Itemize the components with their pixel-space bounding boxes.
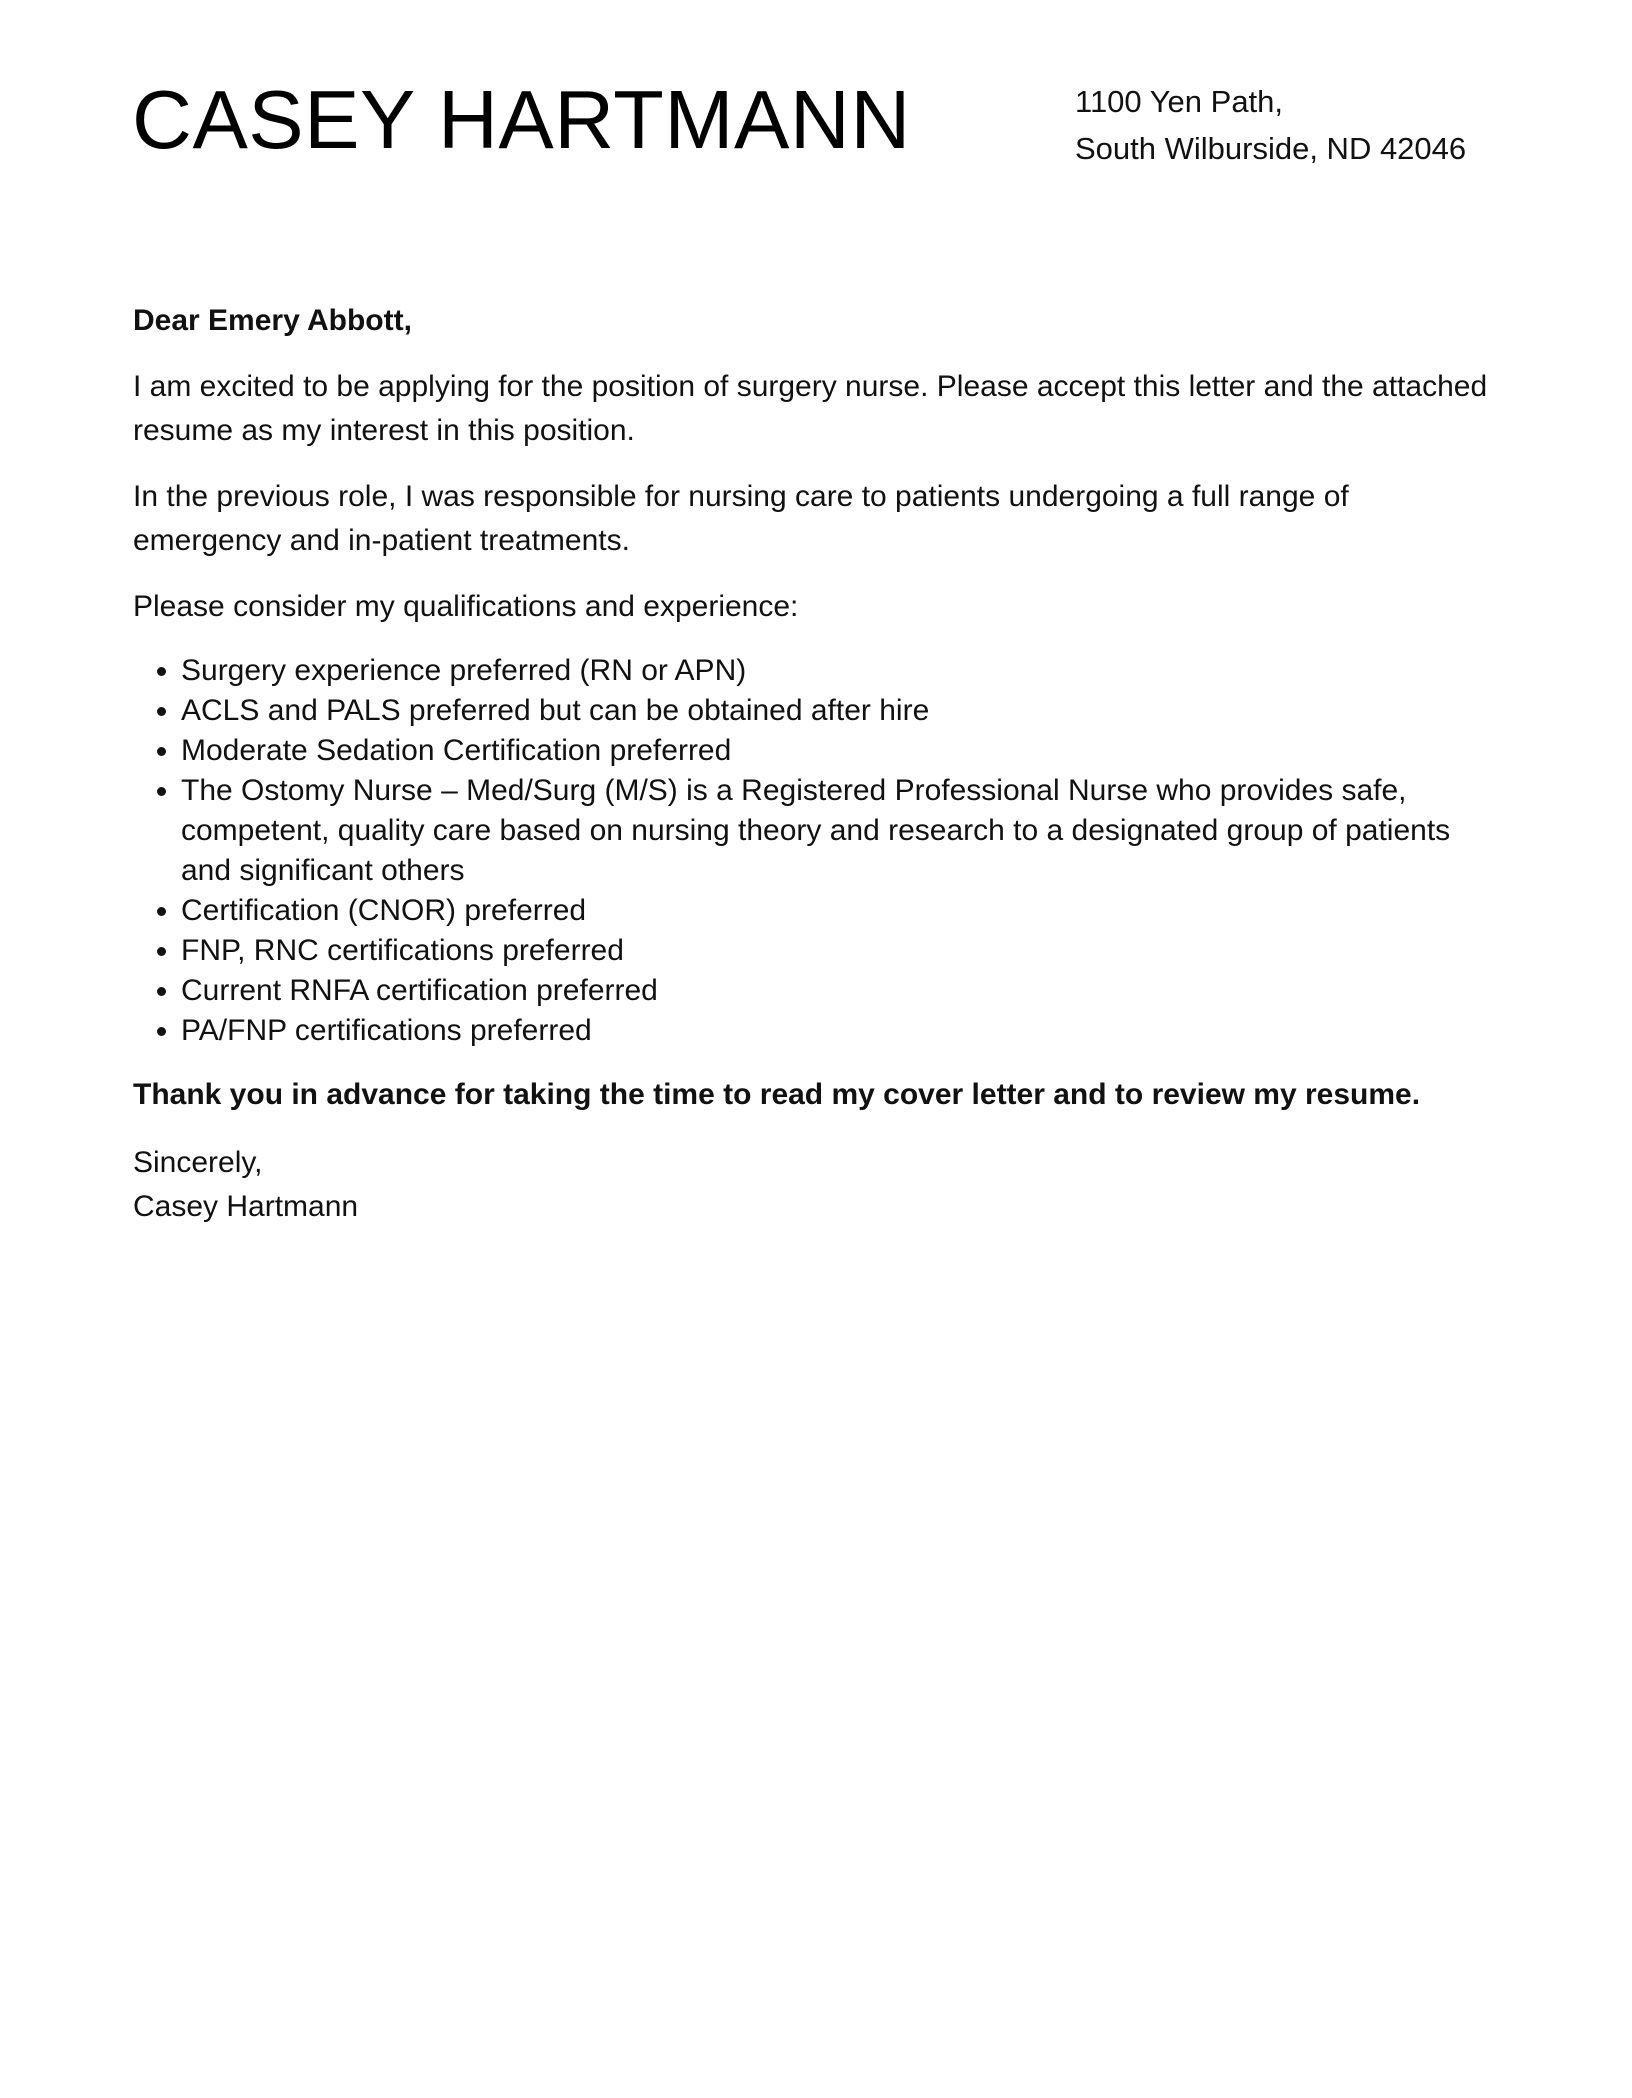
closing-line: Thank you in advance for taking the time to read my cover letter and to review my resume. (133, 1078, 1421, 1111)
salutation: Dear Emery Abbott, (133, 304, 412, 337)
applicant-address (1075, 78, 1466, 172)
list-item: • ACLS and PALS preferred but can be obtained after hire (181, 691, 1503, 731)
list-item: • Surgery experience preferred (RN or APN) (181, 651, 1503, 691)
address-line-1: 1100 Yen Path, (1075, 84, 1284, 119)
experience-paragraph: In the previous role, I was responsible for nursing care to patients undergoing a full range of emergency and in-patient treatments. (133, 480, 1349, 557)
intro-paragraph: I am excited to be applying for the position of surgery nurse. Please accept this letter and the attached resume as my interest in this position. (133, 370, 1488, 447)
list-item: • The Ostomy Nurse – Med/Surg (M/S) is a Registered Professional Nurse who provides safe, competent, quality care based on nursing theory and research to a designated group of patients and significant others (181, 771, 1503, 891)
signoff-text: Sincerely, (133, 1146, 263, 1179)
address-line-2: South Wilburside, ND 42046 (1075, 131, 1467, 166)
list-item: • Current RNFA certification preferred (181, 971, 1503, 1011)
applicant-name: CASEY HARTMANN (132, 73, 911, 166)
signature-name: Casey Hartmann (133, 1190, 359, 1223)
list-item: • Certification (CNOR) preferred (181, 891, 1503, 931)
qualifications-intro: Please consider my qualifications and experience: (133, 590, 799, 623)
list-item: • FNP, RNC certifications preferred (181, 931, 1503, 971)
list-item: • Moderate Sedation Certification preferred (181, 731, 1503, 771)
letter-body (133, 299, 1503, 1229)
signoff-block (133, 1141, 1503, 1229)
qualifications-list (133, 651, 1503, 1051)
list-item: • PA/FNP certifications preferred (181, 1011, 1503, 1051)
